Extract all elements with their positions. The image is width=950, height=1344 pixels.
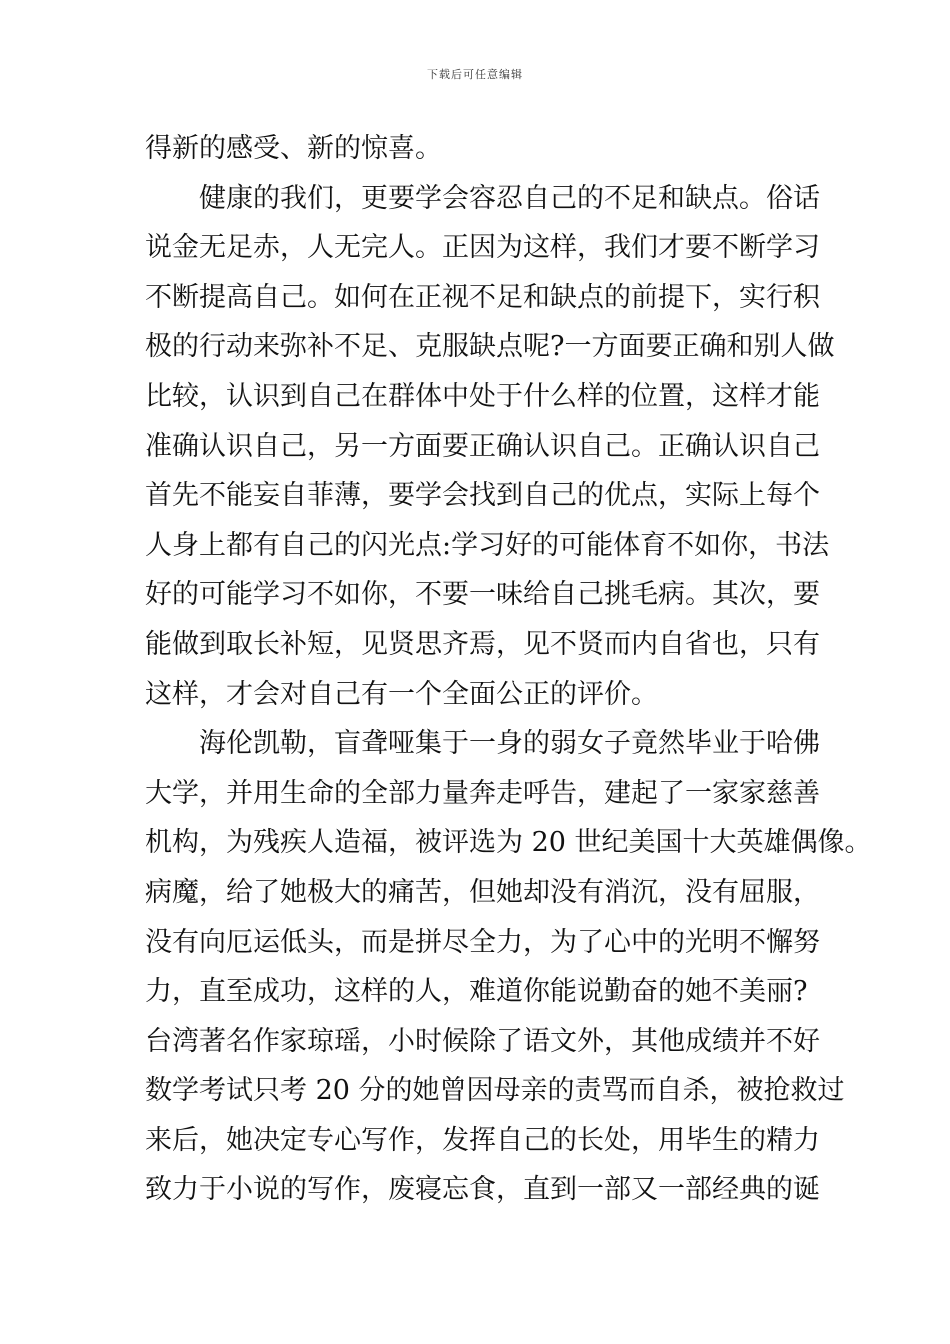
text-line: 好的可能学习不如你，不要一味给自己挑毛病。其次，要	[145, 579, 820, 611]
text-line: 来后，她决定专心写作，发挥自己的长处，用毕生的精力	[145, 1124, 820, 1156]
text-line: 说金无足赤，人无完人。正因为这样，我们才要不断学习	[145, 232, 820, 264]
text-line: 病魔，给了她极大的痛苦，但她却没有消沉，没有屈服，	[145, 876, 820, 908]
text-line: 比较，认识到自己在群体中处于什么样的位置，这样才能	[145, 380, 820, 412]
text-line: 致力于小说的写作，废寝忘食，直到一部又一部经典的诞	[145, 1174, 820, 1206]
page-header-note: 下载后可任意编辑	[427, 68, 523, 81]
text-line: 台湾著名作家琼瑶，小时候除了语文外，其他成绩并不好	[145, 1025, 820, 1057]
text-line: 人身上都有自己的闪光点:学习好的可能体育不如你，书法	[145, 529, 830, 561]
text-line: 准确认识自己，另一方面要正确认识自己。正确认识自己	[145, 430, 820, 462]
text-line: 极的行动来弥补不足、克服缺点呢?一方面要正确和别人做	[145, 331, 835, 363]
text-line: 海伦凯勒，盲聋哑集于一身的弱女子竟然毕业于哈佛	[199, 728, 820, 760]
text-line: 能做到取长补短，见贤思齐焉，见不贤而内自省也，只有	[145, 628, 820, 660]
text-line: 力，直至成功，这样的人，难道你能说勤奋的她不美丽?	[145, 976, 808, 1008]
text-line: 没有向厄运低头，而是拼尽全力，为了心中的光明不懈努	[145, 926, 820, 958]
text-line: 首先不能妄自菲薄，要学会找到自己的优点，实际上每个	[145, 480, 820, 512]
text-line: 不断提高自己。如何在正视不足和缺点的前提下，实行积	[145, 281, 820, 313]
text-line: 得新的感受、新的惊喜。	[145, 133, 442, 164]
text-line: 机构，为残疾人造福，被评选为 20 世纪美国十大英雄偶像。	[145, 827, 872, 859]
text-line: 数学考试只考 20 分的她曾因母亲的责骂而自杀，被抢救过	[145, 1075, 845, 1107]
text-line: 这样，才会对自己有一个全面公正的评价。	[145, 678, 658, 710]
text-line: 大学，并用生命的全部力量奔走呼告，建起了一家家慈善	[145, 777, 820, 809]
text-line: 健康的我们，更要学会容忍自己的不足和缺点。俗话	[199, 182, 820, 214]
document-body	[145, 124, 872, 1215]
